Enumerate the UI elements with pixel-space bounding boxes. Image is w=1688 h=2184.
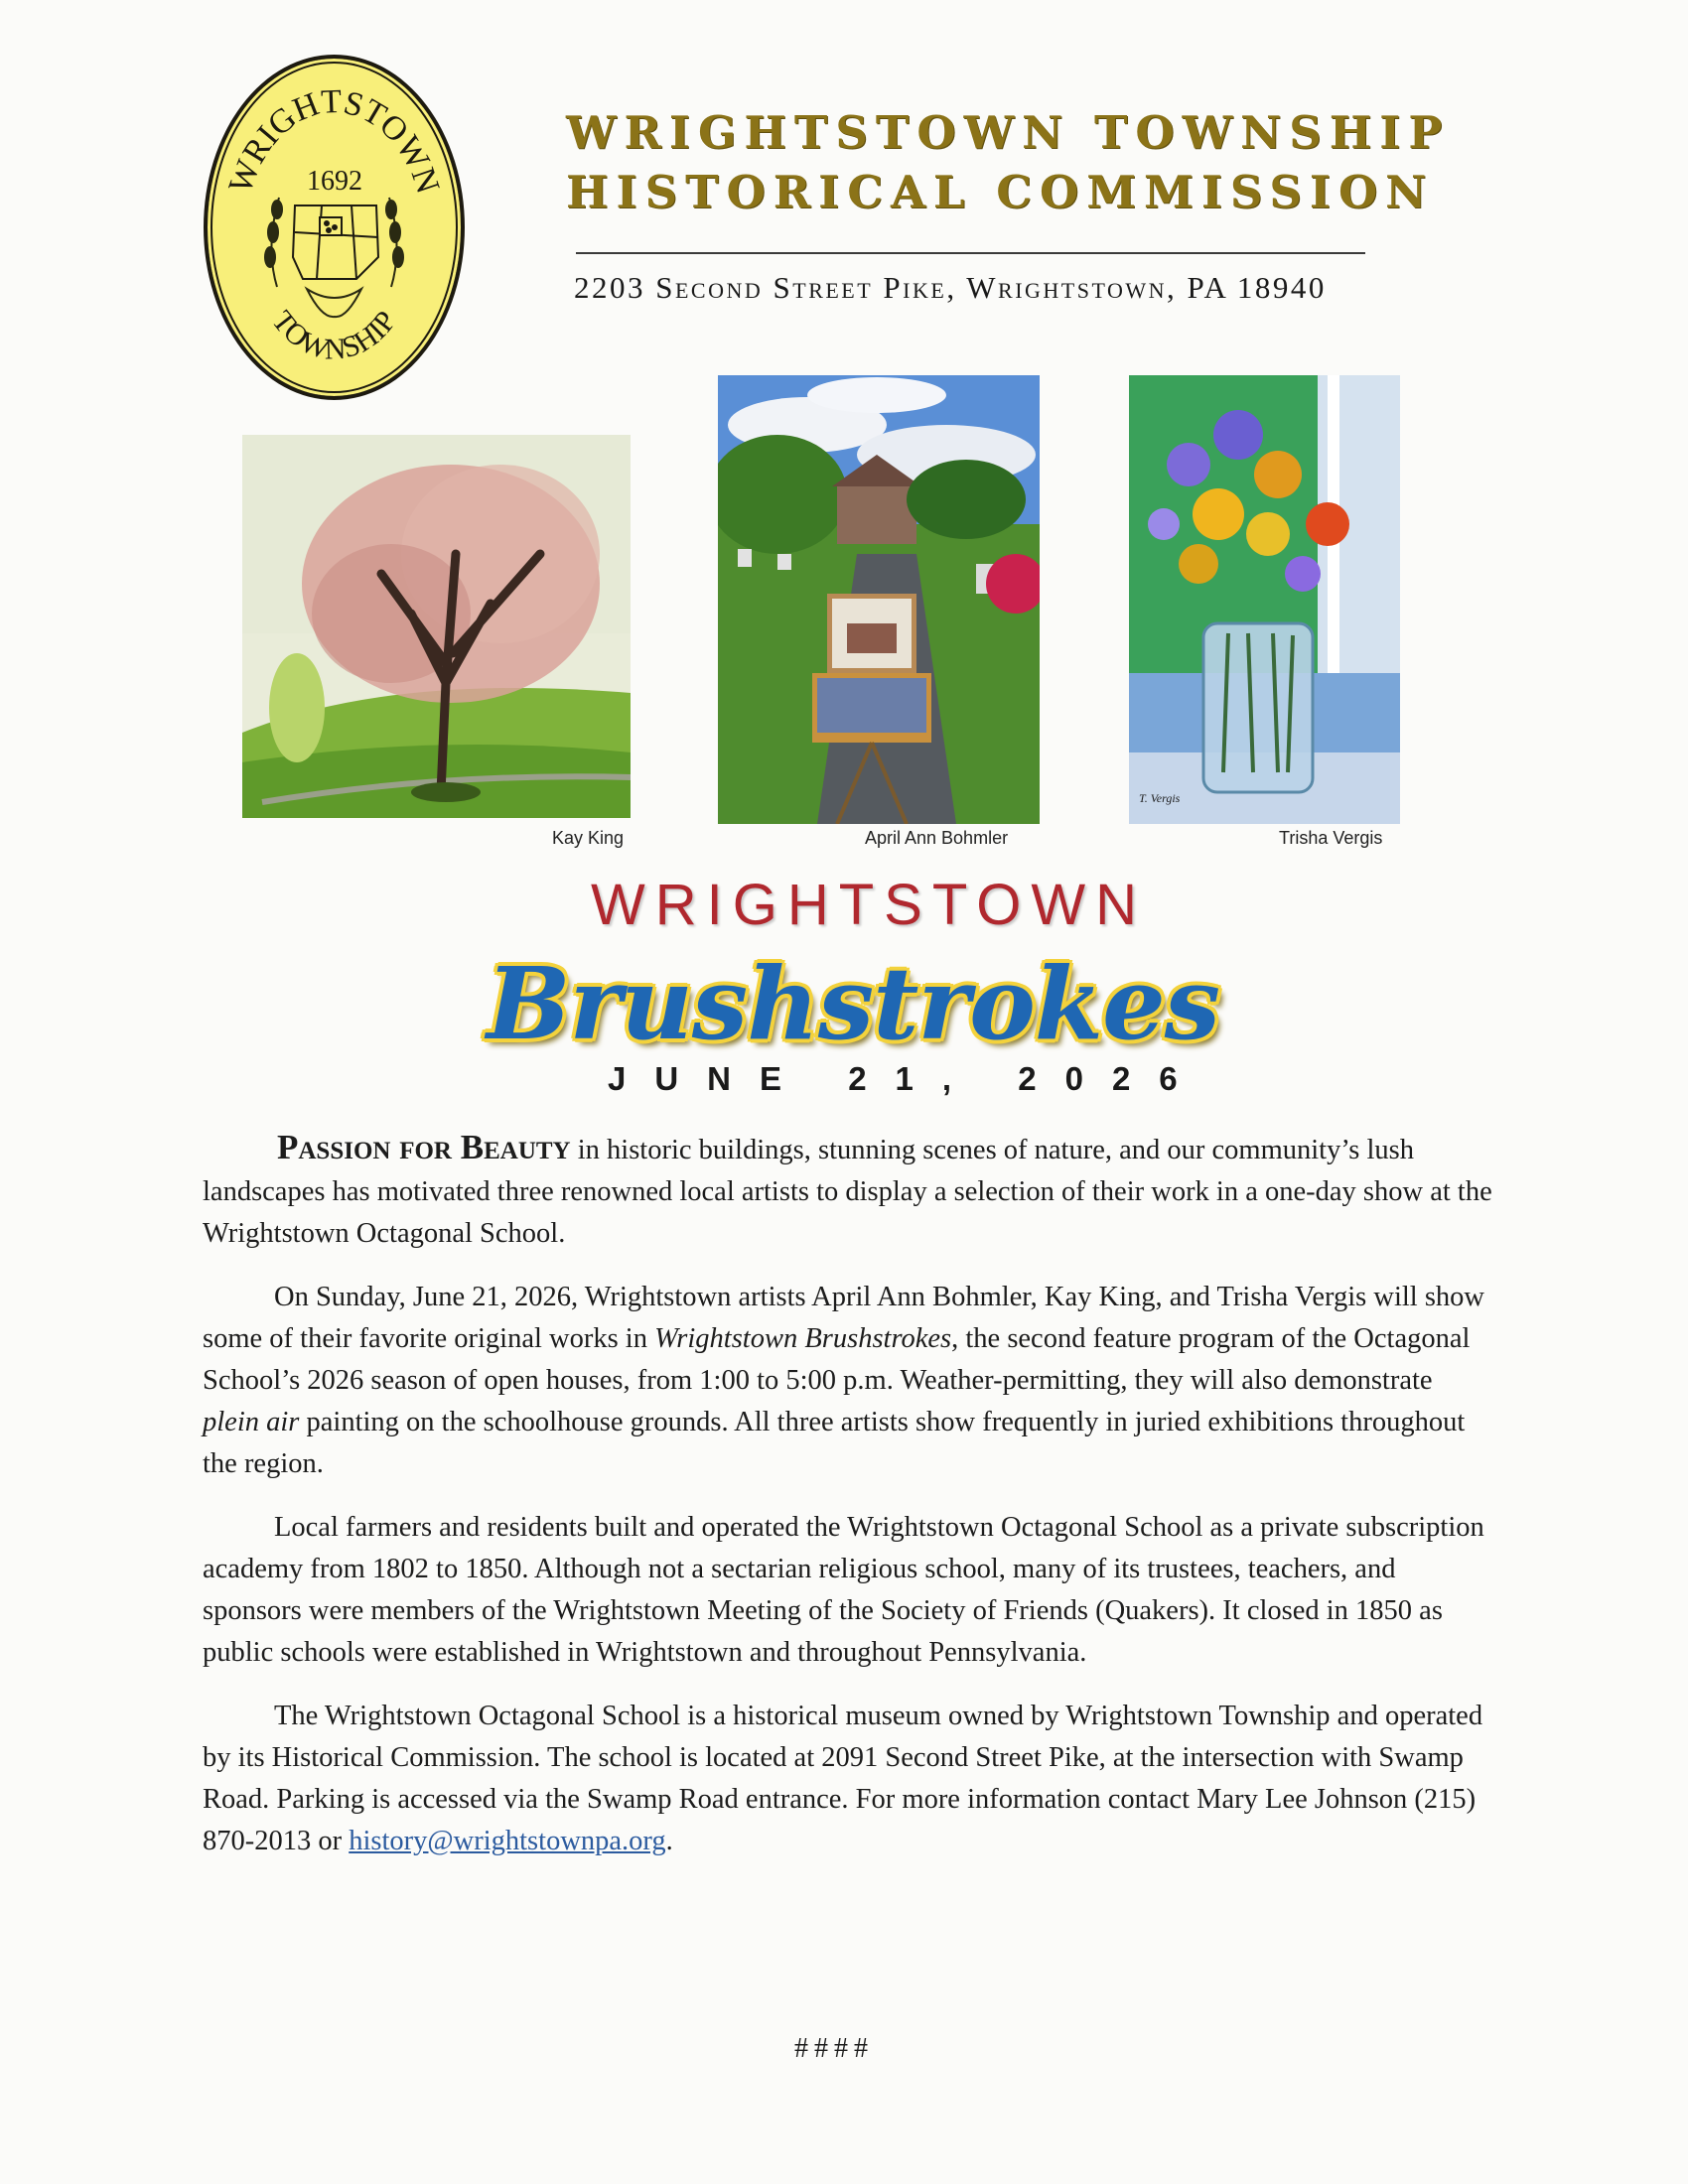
paragraph-2 [203,1277,1493,1485]
email-link[interactable]: history@wrightstownpa.org [349,1826,666,1856]
paragraph-2-text-a: On Sunday, June 21, 2026, Wrightstown artists April Ann Bohmler, Kay King, and Trisha Vergis will show some of their favorite original works in [203,1282,1485,1354]
painting-caption: Trisha Vergis [1279,828,1383,848]
plein-air-italic: plein air [203,1407,300,1437]
organization-name [566,103,1470,222]
paragraph-1-text: in historic buildings, stunning scenes of nature, and our community’s lush landscapes has motivated three renowned local artists to display a selection of their work in a one-day show at the Wrightstown Octagonal School. [203,1135,1492,1249]
org-line-1: WRIGHTSTOWN TOWNSHIP [566,106,1451,159]
paragraph-3: Local farmers and residents built and operated the Wrightstown Octagonal School as a private subscription academy from 1802 to 1850. Although not a sectarian religious school, many of its trustees, teachers, and sponsors were members of the Wrightstown Meeting of the Society of Friends (Quakers). It closed in 1850 as public schools were established in Wrightstown and throughout Pennsylvania. [203,1512,1484,1668]
press-release-body [203,1127,1493,1884]
township-map-icon [293,205,378,279]
event-title-brushstrokes: Brushstrokes [487,945,1219,1062]
lead-in: Passion for Beauty [277,1128,571,1166]
end-mark: #### [794,2033,874,2064]
township-seal [204,55,465,400]
svg-text:TOWNSHIP [265,305,402,366]
painting-caption: Kay King [552,828,625,848]
seal-bottom-text: TOWNSHIP [265,305,403,366]
painting-april-ann-bohmler [718,375,1040,824]
artist-signature: T. Vergis [1139,791,1181,805]
event-title-line1: WRIGHTSTOWN [591,873,1147,937]
painting-trisha-vergis [1129,375,1400,824]
paragraph-4-text: The Wrightstown Octagonal School is a historical museum owned by Wrightstown Township and operated by its Historical Commission. The school is located at 2091 Second Street Pike, at the intersection with Swamp Road. Parking is accessed via the Swamp Road entrance. For more information contact Mary Lee Johnson (215) 870-2013 or [203,1701,1483,1856]
painting-kay-king [242,435,631,818]
event-date: JUNE 21, 2026 [608,1060,1206,1097]
paragraph-2-text-b: , the second feature program of the Octagonal School’s 2026 season of open houses, from 1:00 to 5:00 p.m. Weather-permitting, they will also demonstrate [203,1323,1471,1396]
address: 2203 Second Street Pike, Wrightstown, PA 18940 [574,270,1327,305]
seal-year: 1692 [307,166,362,197]
laurel-branches-icon [265,198,403,317]
seal-top-text: WRIGHTSTOWN [221,82,447,199]
paragraph-1 [203,1127,1493,1255]
paragraph-4-end: . [665,1826,673,1856]
event-name-italic: Wrightstown Brushstrokes [654,1323,952,1354]
paragraph-2-text-c: painting on the schoolhouse grounds. All three artists show frequently in juried exhibitions throughout the region. [203,1407,1466,1479]
painting-caption: April Ann Bohmler [865,828,1009,848]
org-line-2: HISTORICAL COMMISSION [566,166,1435,218]
header-divider [576,252,1365,254]
paragraph-4 [203,1696,1493,1862]
